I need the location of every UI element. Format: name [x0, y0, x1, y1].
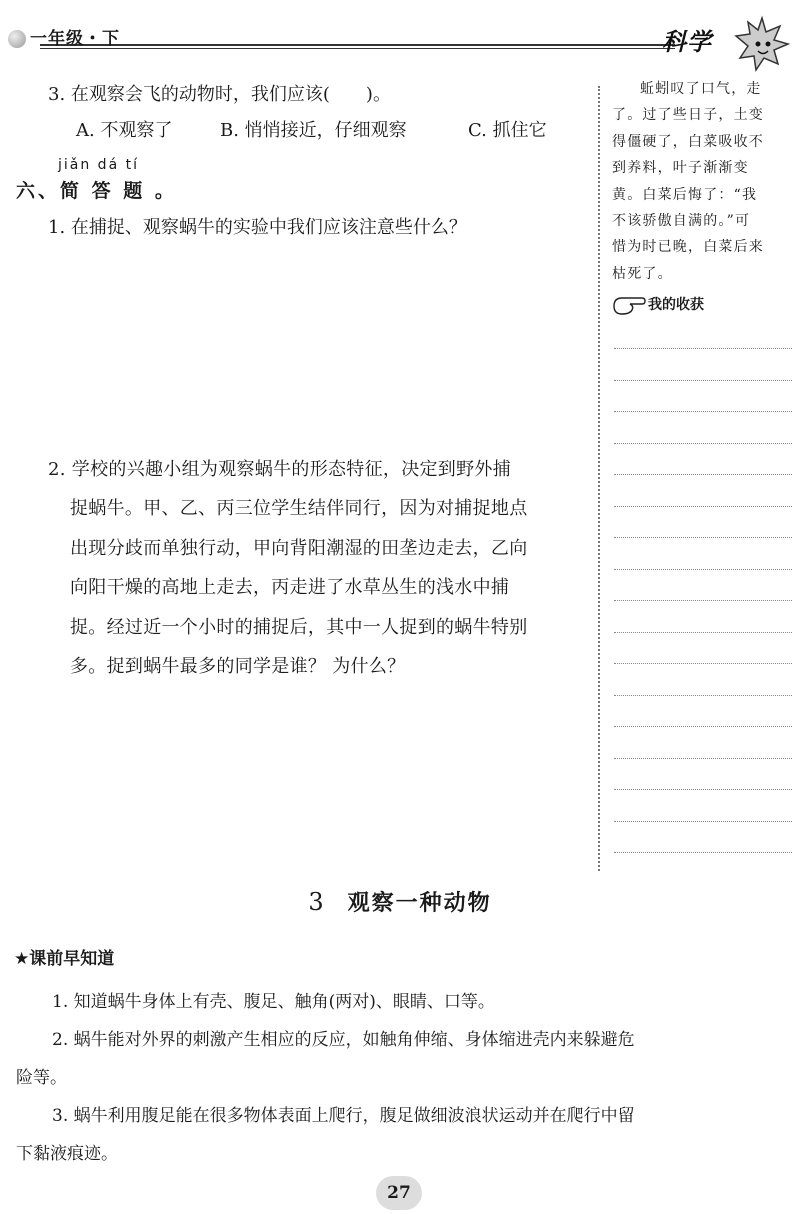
question-6-2-line: 多。捉到蜗牛最多的同学是谁？ 为什么？: [70, 656, 406, 678]
lesson-title: 观察一种动物: [347, 891, 492, 916]
prelearn-item: 3. 蜗牛利用腹足能在很多物体表面上爬行，腹足做细波浪状运动并在爬行中留: [52, 1106, 635, 1126]
story-line: 得僵硬了，白菜吸收不: [612, 133, 764, 150]
subject-title: 科学: [662, 28, 712, 56]
prelearn-heading: ★课前早知道: [14, 949, 115, 969]
page-number: 27: [376, 1176, 422, 1210]
story-line: 惜为时已晚，白菜后来: [612, 239, 764, 256]
sidebar-divider: [598, 86, 600, 871]
question-6-2-line: 捉蜗牛。甲、乙、丙三位学生结伴同行，因为对捕捉地点: [70, 498, 528, 520]
question-6-2-line: 捉。经过近一个小时的捕捉后，其中一人捉到的蜗牛特别: [70, 616, 528, 638]
section-pinyin: jiǎn dá tí: [58, 157, 139, 173]
harvest-label: 我的收获: [612, 290, 704, 320]
choice-a: A. 不观察了: [76, 120, 173, 141]
question-3: 3. 在观察会飞的动物时，我们应该( )。: [48, 84, 391, 105]
story-line: 不该骄傲自满的。”可: [612, 213, 751, 230]
question-6-2: [48, 450, 593, 686]
choice-c: C. 抓住它: [468, 120, 547, 141]
pointing-hand-icon: [612, 294, 646, 316]
story-line: 了。过了些日子，土变: [612, 107, 764, 124]
section-title: 六、简 答 题 。: [16, 180, 177, 202]
question-6-2-line: 出现分歧而单独行动，甲向背阳潮湿的田垄边走去，乙向: [70, 537, 528, 559]
story-line: 黄。白菜后悔了：“我: [612, 186, 758, 203]
story-line: 到养料，叶子渐渐变: [612, 160, 749, 177]
choice-b: B. 悄悄接近，仔细观察: [220, 120, 407, 141]
ball-icon: [8, 30, 26, 48]
lesson-number: 3: [308, 888, 324, 916]
notes-area[interactable]: [614, 348, 792, 884]
mascot-icon: [730, 14, 794, 74]
prelearn-item: 下黏液痕迹。: [16, 1144, 118, 1164]
prelearn-item: 2. 蜗牛能对外界的刺激产生相应的反应，如触角伸缩、身体缩进壳内来躲避危: [52, 1030, 635, 1050]
question-6-2-line: 向阳干燥的高地上走去，丙走进了水草丛生的浅水中捕: [70, 577, 510, 599]
question-3-choices: [76, 116, 547, 146]
prelearn-item: 险等。: [16, 1068, 67, 1088]
lesson-heading: [0, 884, 800, 922]
sidebar-story: [612, 76, 790, 287]
story-line: 蚯蚓叹了口气，走: [640, 81, 762, 97]
grade-label: 一年级・下: [8, 22, 138, 56]
question-6-1: 1. 在捕捉、观察蜗牛的实验中我们应该注意些什么？: [48, 217, 467, 238]
prelearn-item: 1. 知道蜗牛身体上有壳、腹足、触角(两对)、眼睛、口等。: [52, 992, 495, 1012]
story-line: 枯死了。: [612, 265, 673, 282]
question-6-2-line: 2. 学校的兴趣小组为观察蜗牛的形态特征，决定到野外捕: [48, 459, 511, 480]
